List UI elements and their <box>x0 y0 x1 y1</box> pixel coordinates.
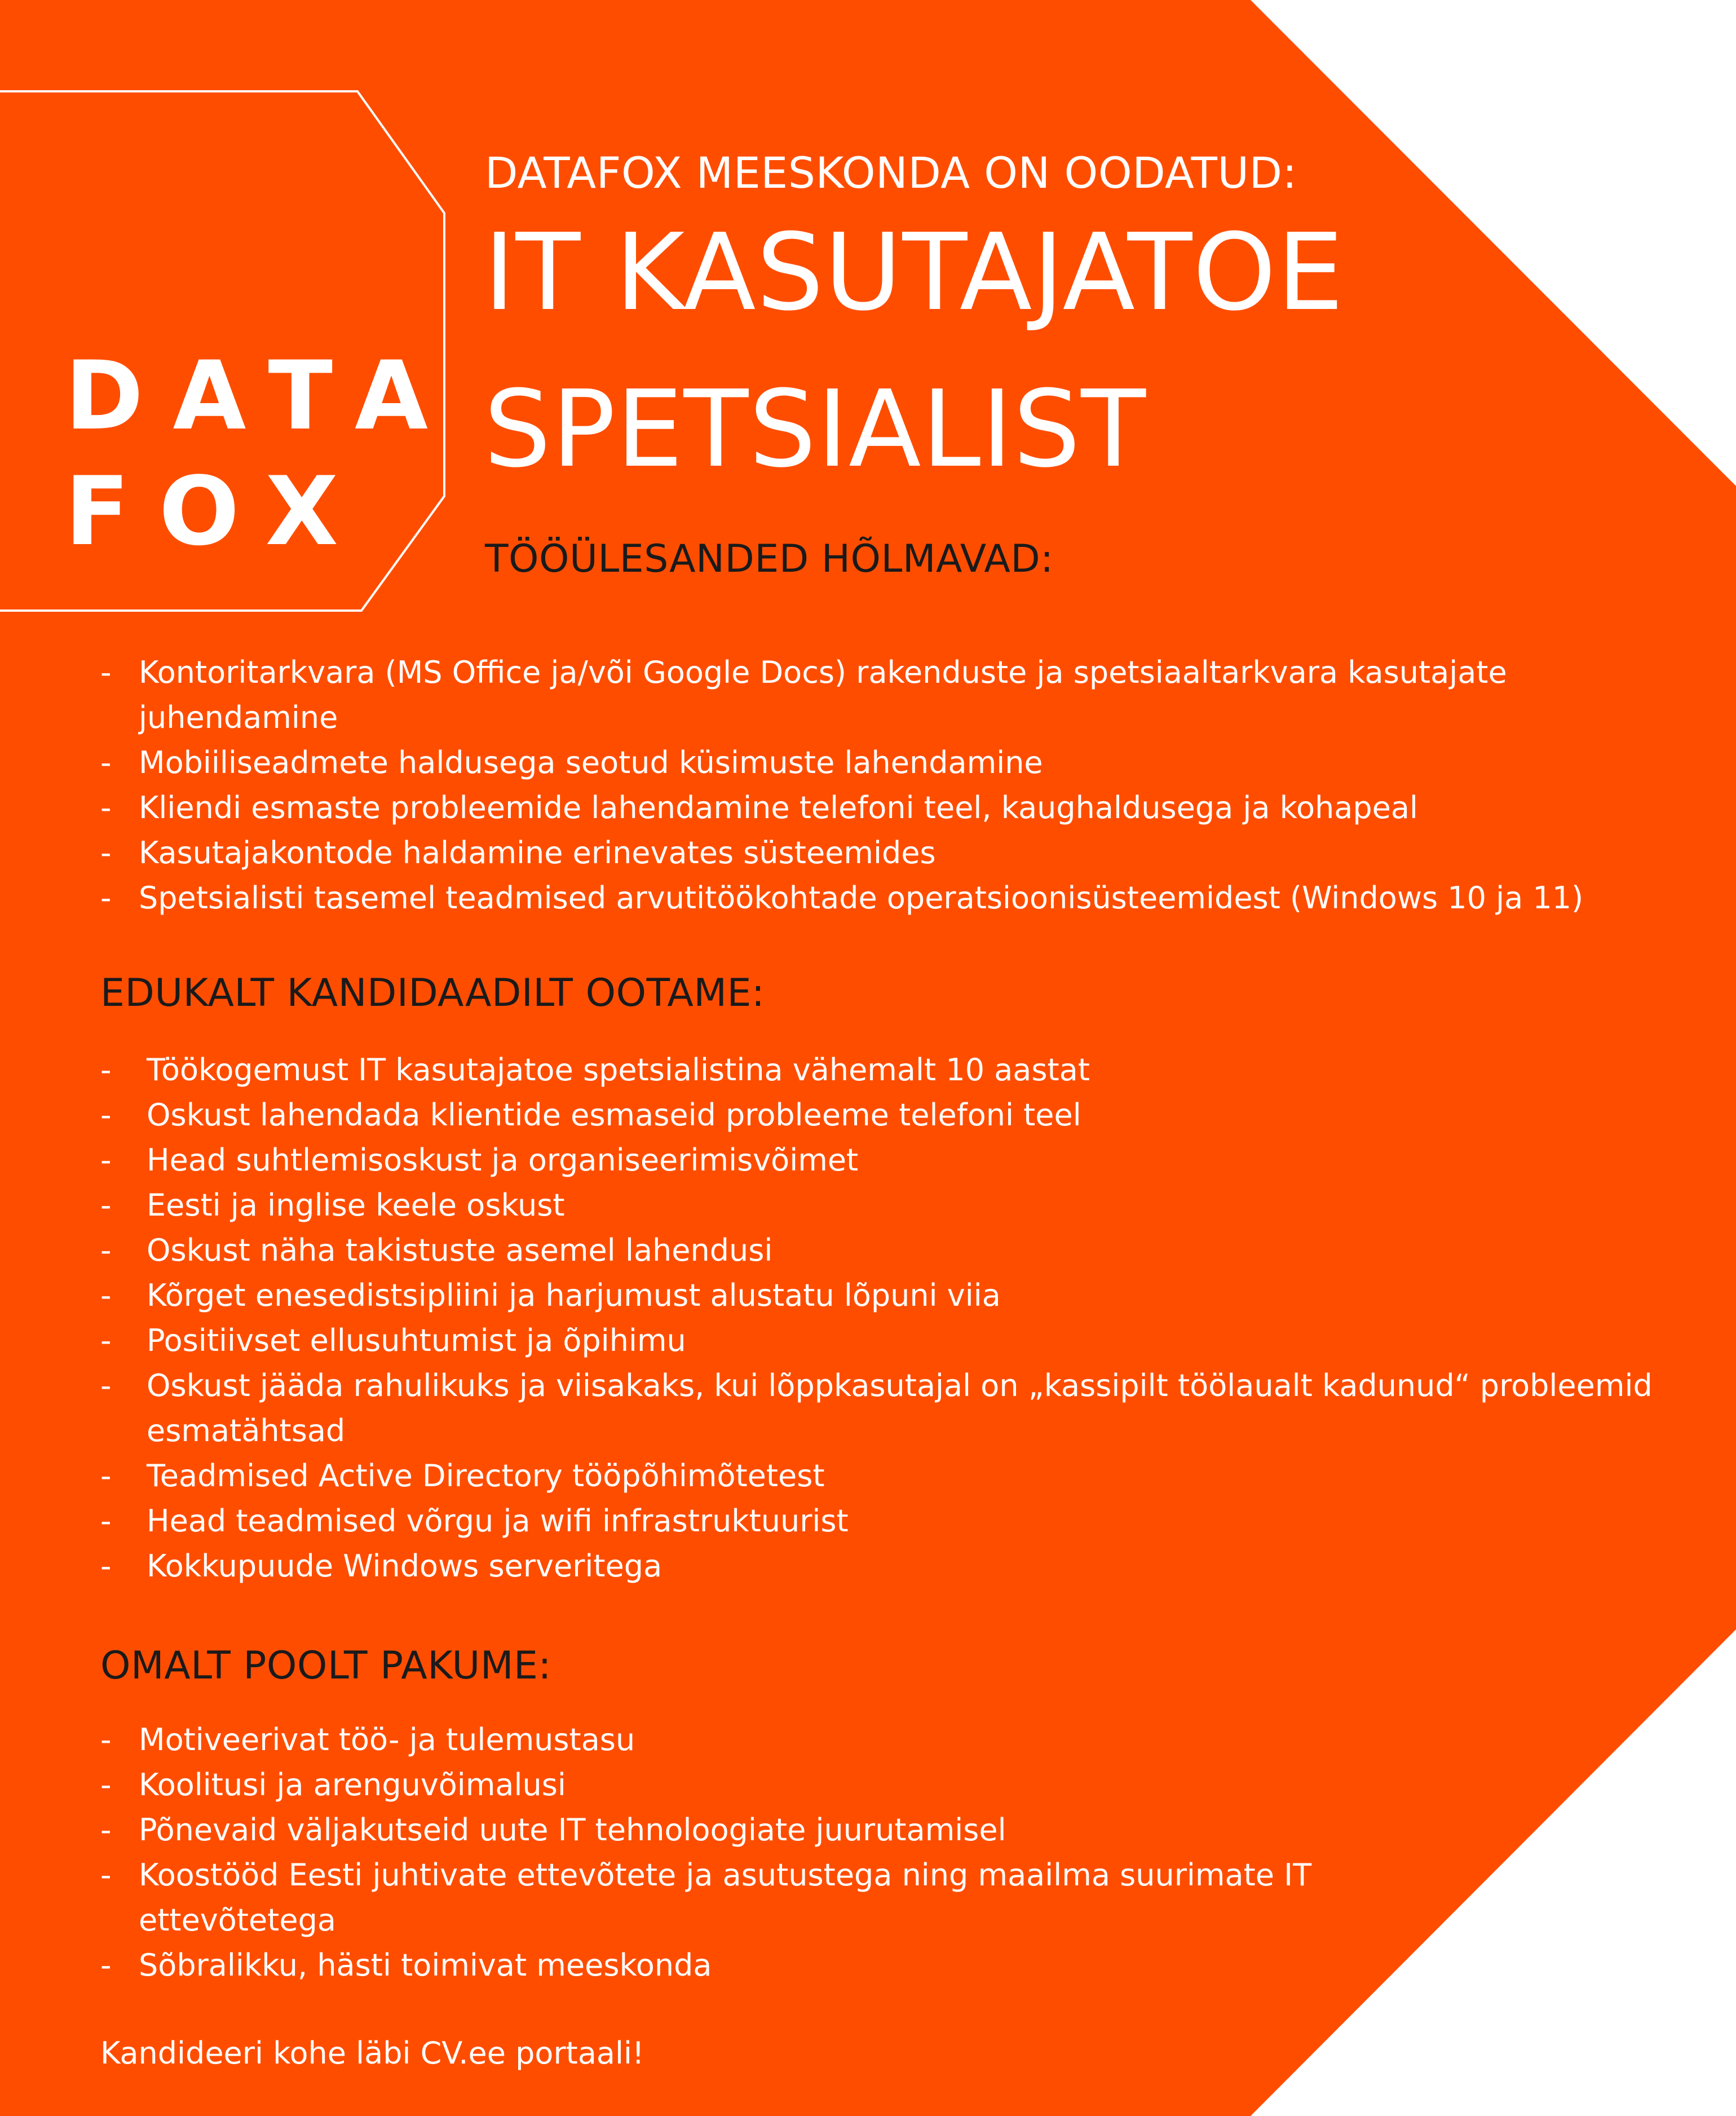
logo-text-data: DATA <box>65 341 458 451</box>
tagline: DATAFOX MEESKONDA ON OODATUD: <box>485 148 1297 198</box>
apply-cta: Kandideeri kohe läbi CV.ee portaali! <box>100 2035 644 2071</box>
offer-heading: OMALT POOLT PAKUME: <box>100 1644 551 1688</box>
list-item: - Koostööd Eesti juhtivate ettevõtete ja asutustega ning maailma suurimate IT ettevõtetega <box>100 1857 1312 1938</box>
offer-list <box>100 1717 1397 1988</box>
list-item: - Kliendi esmaste probleemide lahendamine telefoni teel, kaughaldusega ja kohapeal <box>100 790 1418 825</box>
job-title-line1: IT KASUTAJATOE <box>484 211 1345 334</box>
list-item: - Töökogemust IT kasutajatoe spetsialistina vähemalt 10 aastat <box>100 1052 1090 1088</box>
list-item: - Oskust jääda rahulikuks ja viisakaks, kui lõppkasutajal on „kassipilt töölaualt kadunud“ probleemid esmatähtsad <box>100 1368 1653 1448</box>
expectations-heading: EDUKALT KANDIDAADILT OOTAME: <box>100 971 765 1015</box>
logo-text-fox: FOX <box>65 456 368 567</box>
duties-list <box>100 650 1713 921</box>
list-item: - Positiivset ellusuhtumist ja õpihimu <box>100 1323 686 1358</box>
list-item: - Oskust lahendada klientide esmaseid probleeme telefoni teel <box>100 1097 1081 1133</box>
list-item: - Head suhtlemisoskust ja organiseerimisvõimet <box>100 1142 859 1178</box>
list-item: - Põnevaid väljakutseid uute IT tehnoloogiate juurutamisel <box>100 1812 1006 1848</box>
list-item: - Head teadmised võrgu ja wifi infrastruktuurist <box>100 1503 849 1539</box>
list-item: - Teadmised Active Directory tööpõhimõtetest <box>100 1458 825 1494</box>
list-item: - Mobiiliseadmete haldusega seotud küsimuste lahendamine <box>100 745 1043 780</box>
job-title-line2: SPETSIALIST <box>484 368 1147 491</box>
expectations-list <box>100 1048 1713 1589</box>
duties-heading: TÖÖÜLESANDED HÕLMAVAD: <box>485 537 1054 581</box>
list-item: - Koolitusi ja arenguvõimalusi <box>100 1767 566 1803</box>
list-item: - Kokkupuude Windows serveritega <box>100 1548 662 1584</box>
list-item: - Kontoritarkvara (MS Office ja/või Google Docs) rakenduste ja spetsiaaltarkvara kasutajate juhendamine <box>100 655 1507 735</box>
list-item: - Spetsialisti tasemel teadmised arvutitöökohtade operatsioonisüsteemidest (Windows 10 ja 11) <box>100 880 1584 916</box>
list-item: - Eesti ja inglise keele oskust <box>100 1187 565 1223</box>
list-item: - Oskust näha takistuste asemel lahendusi <box>100 1233 773 1268</box>
list-item: - Kasutajakontode haldamine erinevates süsteemides <box>100 835 936 871</box>
list-item: - Kõrget enesedistsipliini ja harjumust alustatu lõpuni viia <box>100 1278 1001 1313</box>
list-item: - Sõbralikku, hästi toimivat meeskonda <box>100 1947 712 1983</box>
list-item: - Motiveerivat töö- ja tulemustasu <box>100 1722 635 1757</box>
